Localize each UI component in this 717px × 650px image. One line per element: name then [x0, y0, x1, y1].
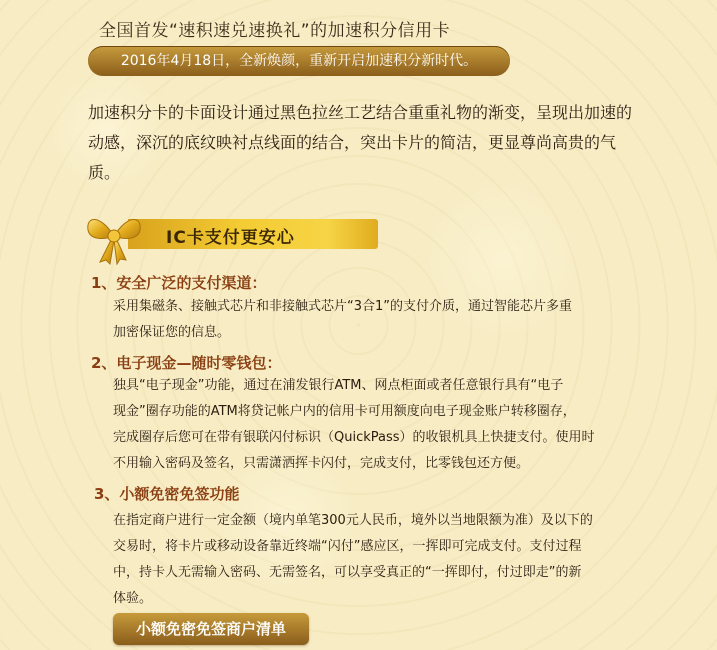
item-heading-1: 1、安全广泛的支付渠道： [91, 274, 267, 292]
item-body-1 [113, 294, 648, 346]
item-line: 不用输入密码及签名，只需潇洒挥卡闪付，完成支付，比零钱包还方便。 [113, 456, 530, 471]
page-headline: 全国首发“速积速兑速换礼”的加速积分信用卡 [99, 21, 451, 41]
item-line: 中，持卡人无需输入密码、无需签名，可以享受真正的“一挥即付，付过即走”的新 [113, 565, 582, 580]
item-line: 独具“电子现金”功能，通过在浦发银行ATM、网点柜面或者任意银行具有“电子 [113, 378, 564, 393]
item-line: 现金”圈存功能的ATM将贷记帐户内的信用卡可用额度向电子现金账户转移圈存， [113, 404, 576, 419]
gift-bow-icon [82, 206, 146, 266]
item-line: 在指定商户进行一定金额（境内单笔300元人民币，境外以当地限额为准）及以下的 [113, 513, 593, 528]
item-line: 体验。 [113, 591, 153, 606]
item-line: 采用集磁条、接触式芯片和非接触式芯片“3合1”的支付介质，通过智能芯片多重 [113, 299, 573, 314]
item-body-2 [113, 373, 648, 477]
item-body-3 [113, 508, 648, 612]
date-banner: 2016年4月18日，全新焕颜，重新开启加速积分新时代。 [88, 46, 510, 76]
merchant-list-button[interactable]: 小额免密免签商户清单 [113, 613, 309, 645]
item-line: 完成圈存后您可在带有银联闪付标识（QuickPass）的收银机具上快捷支付。使用时 [113, 430, 595, 445]
item-heading-2: 2、电子现金—随时零钱包： [91, 354, 282, 372]
intro-paragraph: 加速积分卡的卡面设计通过黑色拉丝工艺结合重重礼物的渐变，呈现出加速的动感，深沉的底纹映衬点线面的结合，突出卡片的简洁，更显尊尚高贵的气质。 [88, 103, 633, 182]
section-title: IC卡支付更安心 [166, 228, 295, 248]
item-line: 加密保证您的信息。 [113, 325, 231, 340]
item-heading-3: 3、小额免密免签功能 [94, 485, 240, 503]
item-line: 交易时，将卡片或移动设备靠近终端“闪付”感应区，一挥即可完成支付。支付过程 [113, 539, 582, 554]
